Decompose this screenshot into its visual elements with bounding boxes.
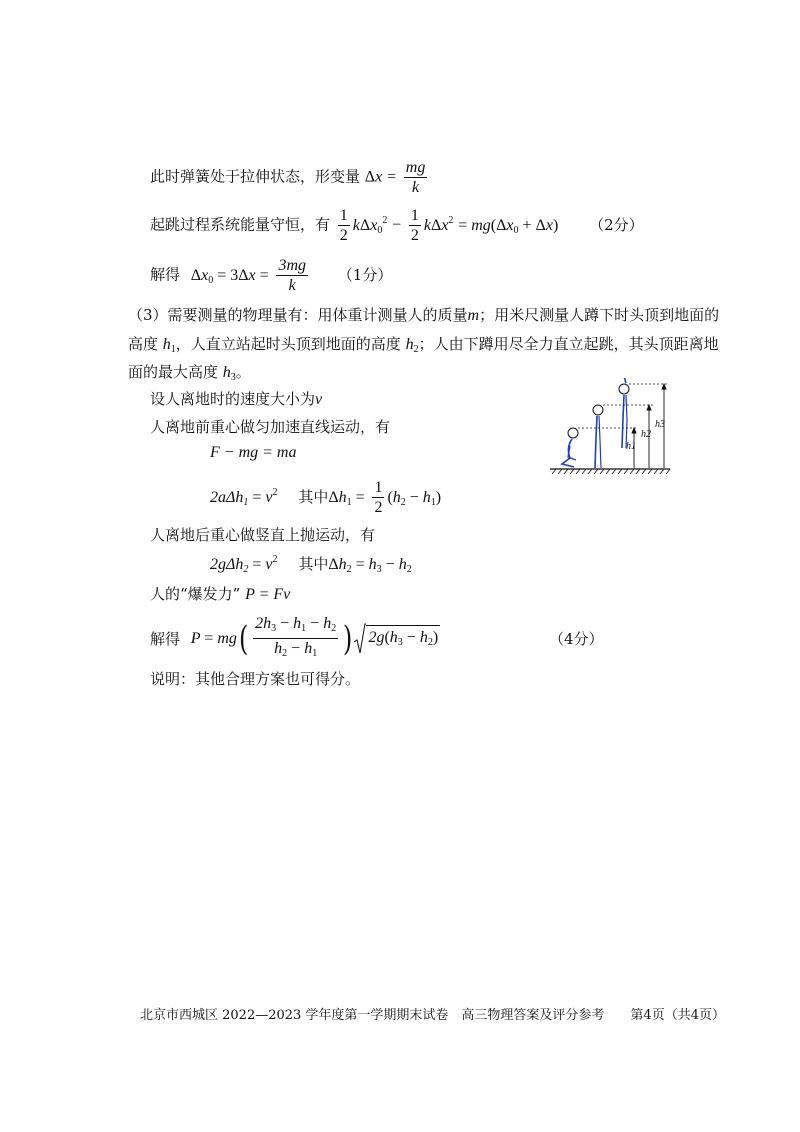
eq-projectile-note: 其中 xyxy=(298,555,329,573)
part3-text-c2: 。 xyxy=(235,363,251,381)
jumping-figure xyxy=(619,378,629,448)
final-frac-num: $2h_3 - h_1 - h_2$ xyxy=(253,614,338,639)
radical-sign xyxy=(354,623,366,655)
eq-accel-note: 其中 xyxy=(298,487,329,506)
part3-text-b1: 高度 xyxy=(128,335,159,353)
part3-text-c1: 面的最大高度 xyxy=(128,363,219,381)
score-2: （2分） xyxy=(589,215,644,234)
step4-line xyxy=(150,583,290,604)
step1-text: 设人离地时的速度大小为 xyxy=(150,390,316,408)
eq-accel-dh: $\Delta h_1$ = xyxy=(328,488,365,508)
half-num: 1 xyxy=(374,479,383,496)
eq-newton: F − mg = ma xyxy=(210,444,297,461)
half-num: 1 xyxy=(339,207,348,224)
eq-projectile-lhs-text: 2gΔh xyxy=(210,556,244,573)
part3-line-a xyxy=(128,300,720,331)
var-x: x xyxy=(375,168,383,186)
solve-line xyxy=(150,256,392,295)
eq-accel-line xyxy=(210,478,441,517)
half-den: 2 xyxy=(339,227,348,244)
energy-rhs: = $mg(\Delta x_0 + \Delta x)$ xyxy=(458,216,559,236)
step1-line xyxy=(150,388,322,409)
frac-num: 3mg xyxy=(278,257,306,274)
sqrt xyxy=(354,623,440,655)
eq-accel-half xyxy=(372,478,384,517)
strain-line xyxy=(150,158,430,197)
step4-text: 人的“爆发力” xyxy=(150,585,241,603)
label-h3: h3 xyxy=(655,419,665,430)
page-footer: 北京市西城区 2022—2023 学年度第一学期期末试卷 高三物理答案及评分参考 第4页（共4页） xyxy=(140,1008,725,1023)
label-h1: h1 xyxy=(626,441,636,452)
half-den: 2 xyxy=(410,227,419,244)
minus: − xyxy=(392,216,402,234)
note-line: 说明：其他合理方案也可得分。 xyxy=(150,670,361,688)
part3-text-b2: ，人直立站起时头顶到地面的高度 xyxy=(175,335,401,353)
part3-text-b3: ；人由下蹲用尽全力直立起跳，其头顶距离地 xyxy=(418,335,719,353)
crouching-figure xyxy=(562,428,578,467)
part3-text-a2: ；用米尺测量人蹲下时头顶到地面的 xyxy=(479,306,720,324)
eq-projectile-line xyxy=(210,553,412,575)
height-labels xyxy=(626,419,665,452)
eq-projectile-rhs: $\Delta h_2 = h_3 - h_2$ xyxy=(328,556,412,575)
strain-delta: Δ xyxy=(364,168,376,186)
half-num: 1 xyxy=(410,207,419,224)
final-line xyxy=(150,614,440,663)
final-lhs: P = mg xyxy=(190,629,237,647)
var-h2: $h_2$ xyxy=(405,336,419,355)
final-fraction xyxy=(253,614,338,663)
half-fraction-1 xyxy=(338,206,350,245)
var-m: m xyxy=(467,307,480,324)
var-h1: $h_1$ xyxy=(162,336,176,355)
frac-num: mg xyxy=(405,159,426,176)
step3-line: 人离地后重心做竖直上抛运动，有 xyxy=(150,526,376,544)
equals: = xyxy=(386,168,397,186)
final-frac-den: $h_2 - h_1$ xyxy=(274,640,318,659)
solve-lhs: $\Delta x_0 = 3\Delta x$ = xyxy=(190,266,269,286)
eq-accel-lhs: $2a\Delta h1 = v^2$ xyxy=(210,486,278,508)
solve-label: 解得 xyxy=(150,265,181,284)
score-4: （4分） xyxy=(549,630,604,648)
var-h3: $h_3$ xyxy=(222,364,236,383)
eq-power: P = Fv xyxy=(245,586,291,603)
radicand: $2g(h_3 - h_2)$ xyxy=(366,625,440,653)
energy-line xyxy=(150,206,644,245)
final-label: 解得 xyxy=(150,630,181,648)
energy-term-1: kΔx$_0^2$ xyxy=(352,214,388,236)
strain-text: 此时弹簧处于拉伸状态，形变量 xyxy=(150,167,361,186)
half-fraction-2 xyxy=(409,206,421,245)
eq-accel-lhs-text: 2aΔh xyxy=(210,488,244,506)
energy-text: 起跳过程系统能量守恒，有 xyxy=(150,215,331,234)
energy-term-2: kΔx$^2$ xyxy=(423,214,454,234)
eq-accel-rhs: $(h_2 - h_1)$ xyxy=(387,488,442,508)
frac-den: k xyxy=(288,277,296,294)
right-paren: ) xyxy=(343,618,353,659)
var-v: v xyxy=(315,391,323,408)
half-den: 2 xyxy=(374,499,383,516)
label-h2: h2 xyxy=(641,429,651,440)
solve-fraction xyxy=(276,256,308,295)
score-1: （1分） xyxy=(337,265,393,284)
standing-figure xyxy=(593,405,603,468)
step2-line: 人离地前重心做匀加速直线运动，有 xyxy=(150,418,391,436)
part3-text-a: （3）需要测量的物理量有：用体重计测量人的质量 xyxy=(128,306,468,324)
frac-den: k xyxy=(412,179,420,196)
left-paren: ( xyxy=(238,618,249,659)
jump-figure xyxy=(548,378,678,478)
strain-fraction xyxy=(404,158,428,197)
ground xyxy=(550,469,670,474)
eq-projectile-lhs: $2g\Delta h2 = v^2$ xyxy=(210,554,278,575)
